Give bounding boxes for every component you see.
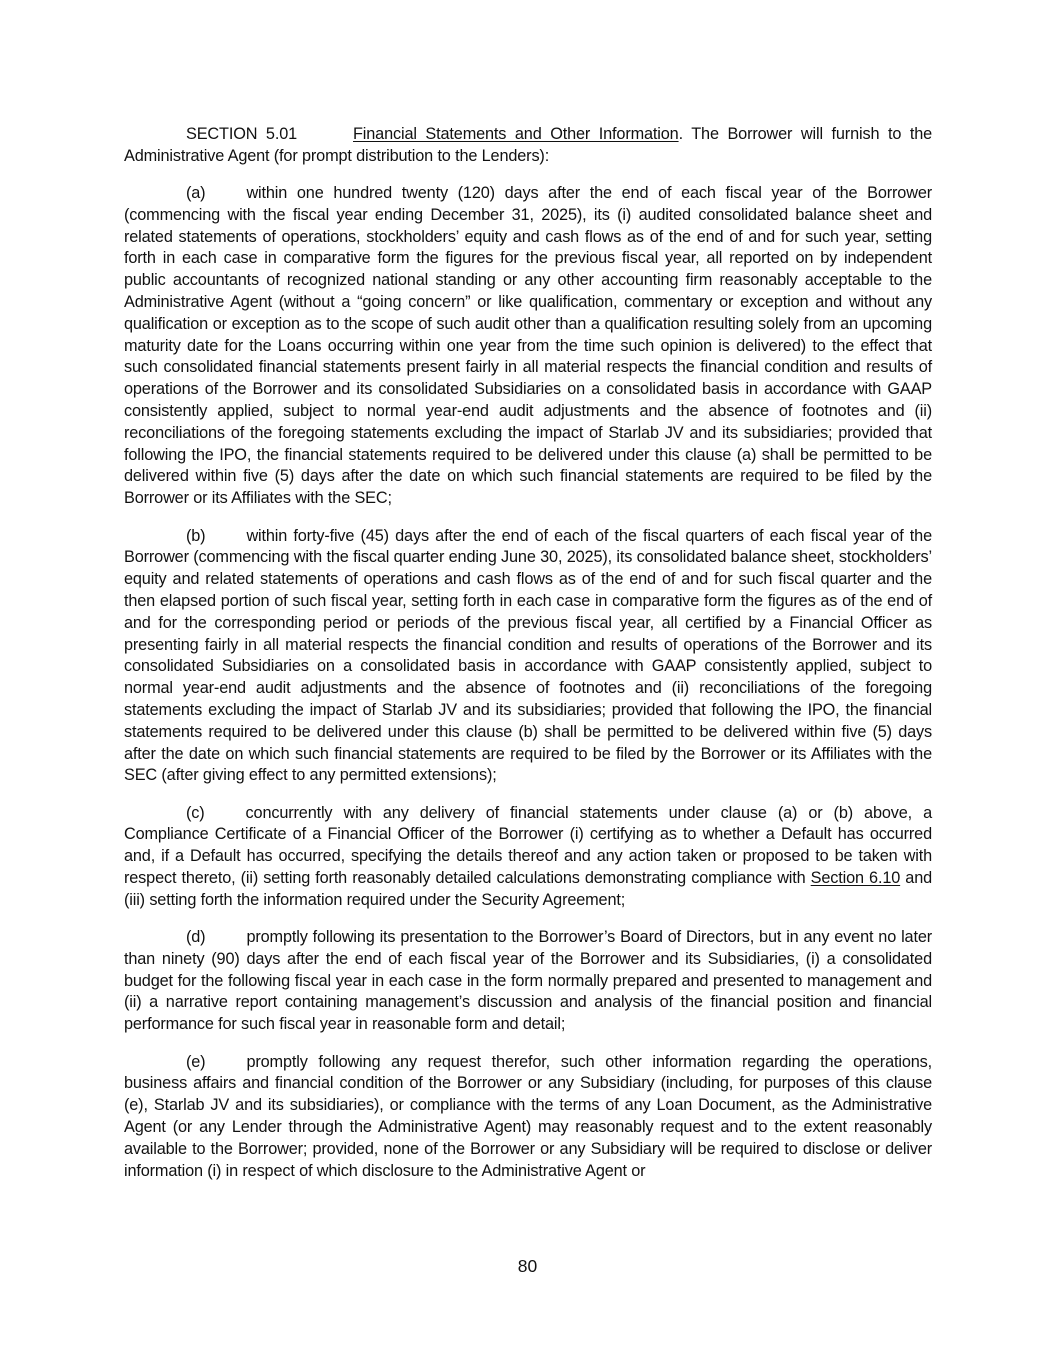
- clause-label: (c): [186, 803, 205, 822]
- section-reference-link: Section 6.10: [810, 869, 901, 887]
- clause-label: (a): [186, 184, 206, 203]
- clause-a-paragraph: [124, 183, 932, 510]
- section-header-paragraph: [124, 124, 932, 168]
- clause-c-paragraph: [124, 803, 932, 912]
- clause-d-paragraph: [124, 927, 932, 1036]
- clause-text: concurrently with any delivery of financial statements under clause (a) or (b) above, a Compliance Certificate of a Financial Officer of the Borrower (i) certifying as to whether a Default has occurred and, if a Default has occurred, specifying the details thereof and any action taken or proposed to be taken with respect thereto, (ii) setting forth reasonably detailed calculations demonstrating compliance with: [124, 803, 932, 887]
- section-number: SECTION 5.01: [186, 125, 298, 143]
- clause-text: within forty-five (45) days after the end of each of the fiscal quarters of each fiscal year of the Borrower (commencing with the fiscal quarter ending June 30, 2025), its consolidated balance sheet, stockholders’ equity and related statements of operations and cash flows as of the end of and for such fiscal quarter and the then elapsed portion of such fiscal year, setting forth in each case in comparative form the figures as of the end of and for the corresponding period or periods of the previous fiscal year, all certified by a Financial Officer as presenting fairly in all material respects the financial condition and results of operations of the Borrower and its consolidated Subsidiaries on a consolidated basis in accordance with GAAP consistently applied, subject to normal year-end audit adjustments and the absence of footnotes and (ii) reconciliations of the foregoing statements excluding the impact of Starlab JV and its subsidiaries; provided that following the IPO, the financial statements required to be delivered under this clause (b) shall be permitted to be delivered within five (5) days after the date on which such financial statements are required to be filed by the Borrower or its Affiliates with the SEC (after giving effect to any permitted extensions);: [124, 526, 932, 785]
- clause-label: (b): [186, 526, 206, 545]
- section-heading: Financial Statements and Other Information: [353, 125, 679, 143]
- clause-text: promptly following any request therefor, such other information regarding the operations, business affairs and financial condition of the Borrower or any Subsidiary (including, for purposes of this clause (e), Starlab JV and its subsidiaries), or compliance with the terms of any Loan Document, as the Administrative Agent (or any Lender through the Administrative Agent) may reasonably request and to the extent reasonably available to the Borrower; provided, none of the Borrower or any Subsidiary will be required to disclose or deliver information (i) in respect of which disclosure to the Administrative Agent or: [124, 1052, 932, 1180]
- page-body: [124, 124, 932, 1198]
- page-number: 80: [517, 1256, 538, 1276]
- clause-text-continued: and (iii) setting forth the information required under the Security Agreement;: [124, 869, 932, 909]
- clause-e-paragraph: [124, 1052, 932, 1183]
- clause-text: within one hundred twenty (120) days after the end of each fiscal year of the Borrower (commencing with the fiscal year ending December 31, 2025), its (i) audited consolidated balance sheet and related statements of operations, stockholders’ equity and cash flows as of the end of and for such year, setting forth in each case in comparative form the figures for the previous fiscal year, all reported on by independent public accountants of recognized national standing or any other accounting firm reasonably acceptable to the Administrative Agent (without a “going concern” or like qualification, commentary or exception and without any qualification or exception as to the scope of such audit other than a qualification resulting solely from an upcoming maturity date for the Loans occurring within one year from the time such opinion is delivered) to the effect that such consolidated financial statements present fairly in all material respects the financial condition and results of operations of the Borrower and its consolidated Subsidiaries on a consolidated basis in accordance with GAAP consistently applied, subject to normal year-end audit adjustments and the absence of footnotes and (ii) reconciliations of the foregoing statements excluding the impact of Starlab JV and its subsidiaries; provided that following the IPO, the financial statements required to be delivered under this clause (a) shall be permitted to be delivered within five (5) days after the date on which such financial statements are required to be filed by the Borrower or its Affiliates with the SEC;: [124, 184, 932, 508]
- clause-label: (e): [186, 1052, 206, 1071]
- clause-label: (d): [186, 928, 206, 947]
- section-intro: . The Borrower will furnish to the Administrative Agent (for prompt distribution to the Lenders):: [124, 125, 933, 165]
- clause-b-paragraph: [124, 526, 932, 788]
- clause-text: promptly following its presentation to the Borrower’s Board of Directors, but in any event no later than ninety (90) days after the end of each fiscal year of the Borrower and its Subsidiaries, (i) a consolidated budget for the following fiscal year in each case in the form normally prepared and presented to management and (ii) a narrative report containing management’s discussion and analysis of the financial position and financial performance for such fiscal year in reasonable form and detail;: [124, 928, 932, 1034]
